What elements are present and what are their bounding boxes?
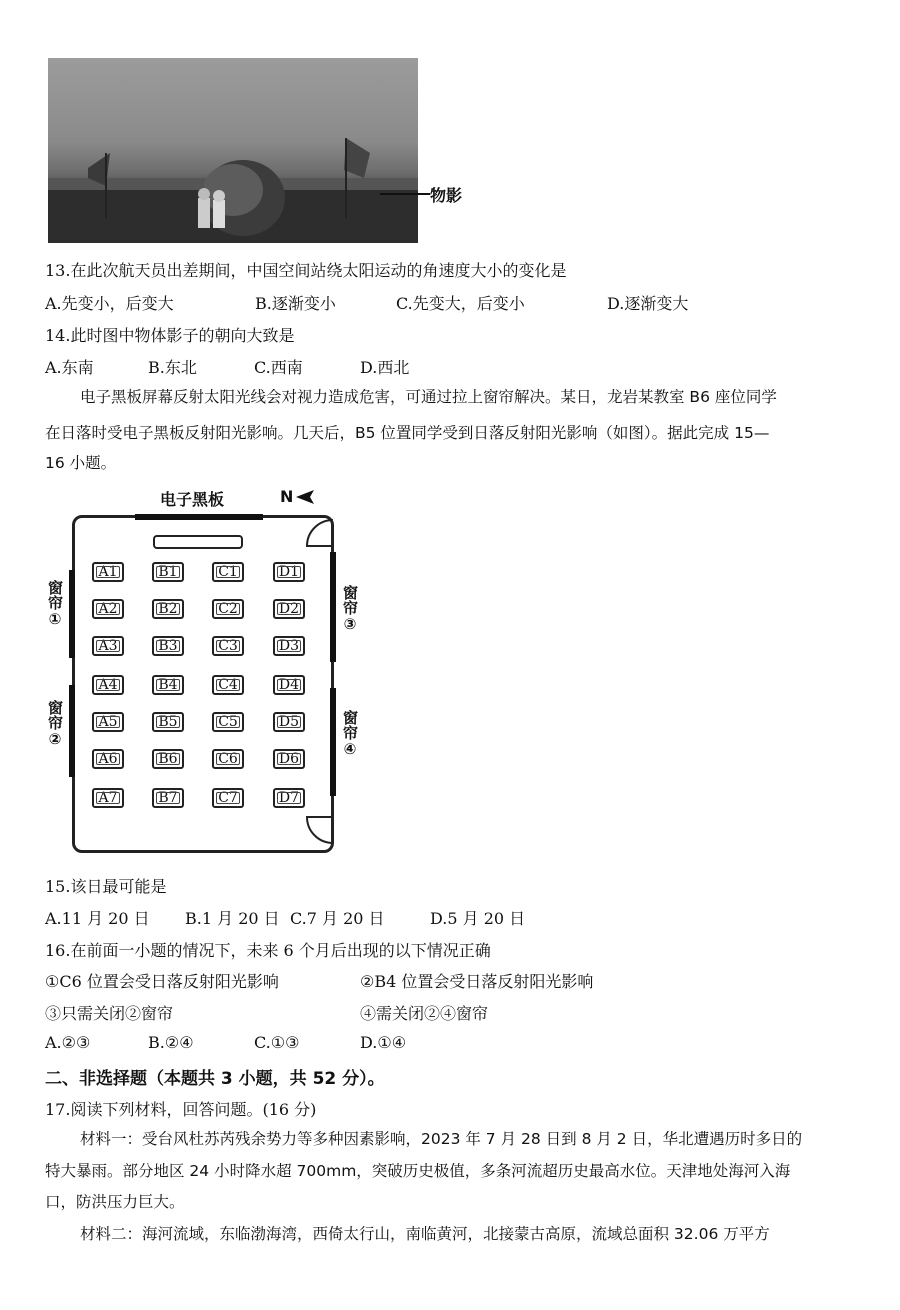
curtain-1-label: 窗帘① bbox=[46, 580, 64, 628]
q14-stem: 14.此时图中物体影子的朝向大致是 bbox=[45, 326, 295, 345]
door-bottom-icon bbox=[305, 815, 333, 849]
curtain-2-bar bbox=[69, 685, 75, 777]
q13-option-d: D.逐渐变大 bbox=[607, 294, 689, 313]
section-2-heading: 二、非选择题（本题共 3 小题，共 52 分）。 bbox=[45, 1069, 385, 1089]
q16-item-3: ③只需关闭②窗帘 bbox=[45, 1004, 174, 1023]
seat-b6: B6 bbox=[152, 749, 184, 769]
intro-line-1: 电子黑板屏幕反射太阳光线会对视力造成危害，可通过拉上窗帘解决。某日，龙岩某教室 B6 座位同学 bbox=[80, 388, 777, 406]
q13-option-b: B.逐渐变小 bbox=[255, 294, 336, 313]
electronic-blackboard bbox=[135, 514, 263, 520]
door-top-icon bbox=[305, 518, 333, 548]
north-arrow-icon bbox=[296, 489, 316, 505]
curtain-1-bar bbox=[69, 570, 75, 658]
q13-option-c: C.先变大，后变小 bbox=[396, 294, 525, 313]
seat-d1: D1 bbox=[273, 562, 305, 582]
seat-b3: B3 bbox=[152, 636, 184, 656]
seat-b7: B7 bbox=[152, 788, 184, 808]
intro-line-3: 16 小题。 bbox=[45, 454, 117, 472]
seat-b2: B2 bbox=[152, 599, 184, 619]
board-label: 电子黑板 bbox=[160, 490, 225, 509]
q15-option-b: B.1 月 20 日 bbox=[185, 909, 280, 928]
seat-d6: D6 bbox=[273, 749, 305, 769]
q16-option-d: D.①④ bbox=[360, 1033, 407, 1052]
seat-c7: C7 bbox=[212, 788, 244, 808]
q16-option-b: B.②④ bbox=[148, 1033, 194, 1052]
seat-a4: A4 bbox=[92, 675, 124, 695]
seat-d3: D3 bbox=[273, 636, 305, 656]
q15-option-c: C.7 月 20 日 bbox=[290, 909, 385, 928]
q14-option-a: A.东南 bbox=[45, 358, 94, 377]
q17-stem: 17.阅读下列材料，回答问题。(16 分) bbox=[45, 1100, 317, 1119]
q16-item-4: ④需关闭②④窗帘 bbox=[360, 1004, 489, 1023]
q15-option-d: D.5 月 20 日 bbox=[430, 909, 526, 928]
seat-c5: C5 bbox=[212, 712, 244, 732]
landing-scene-illustration bbox=[48, 58, 418, 243]
north-label: N bbox=[280, 487, 294, 506]
seat-c3: C3 bbox=[212, 636, 244, 656]
seat-a3: A3 bbox=[92, 636, 124, 656]
q14-option-c: C.西南 bbox=[254, 358, 303, 377]
seat-a7: A7 bbox=[92, 788, 124, 808]
curtain-3-bar bbox=[330, 552, 336, 662]
seat-b5: B5 bbox=[152, 712, 184, 732]
q17-material-2-line-1: 材料二：海河流域，东临渤海湾，西倚太行山，南临黄河，北接蒙古高原，流域总面积 32.06 万平方 bbox=[80, 1225, 770, 1243]
q15-option-a: A.11 月 20 日 bbox=[45, 909, 150, 928]
shadow-pointer-line bbox=[380, 193, 430, 195]
seat-d2: D2 bbox=[273, 599, 305, 619]
curtain-4-bar bbox=[330, 688, 336, 796]
q16-stem: 16.在前面一小题的情况下，未来 6 个月后出现的以下情况正确 bbox=[45, 941, 491, 960]
seat-d7: D7 bbox=[273, 788, 305, 808]
seat-b1: B1 bbox=[152, 562, 184, 582]
curtain-3-label: 窗帘③ bbox=[341, 585, 359, 633]
curtain-4-label: 窗帘④ bbox=[341, 710, 359, 758]
q14-option-d: D.西北 bbox=[360, 358, 410, 377]
curtain-2-label: 窗帘② bbox=[46, 700, 64, 748]
shadow-label: 物影 bbox=[430, 186, 463, 205]
q14-option-b: B.东北 bbox=[148, 358, 197, 377]
seat-b4: B4 bbox=[152, 675, 184, 695]
teacher-desk bbox=[153, 535, 243, 549]
intro-line-2: 在日落时受电子黑板反射阳光影响。几天后，B5 位置同学受到日落反射阳光影响（如图）。据此完成 15— bbox=[45, 424, 770, 442]
seat-d5: D5 bbox=[273, 712, 305, 732]
seat-a6: A6 bbox=[92, 749, 124, 769]
seat-a1: A1 bbox=[92, 562, 124, 582]
spacecraft-landing-photo bbox=[48, 58, 418, 243]
q17-material-1-line-2: 特大暴雨。部分地区 24 小时降水超 700mm，突破历史极值，多条河流超历史最高水位。天津地处海河入海 bbox=[45, 1162, 791, 1180]
q17-material-1-line-3: 口，防洪压力巨大。 bbox=[45, 1193, 185, 1211]
seat-c1: C1 bbox=[212, 562, 244, 582]
q16-item-1: ①C6 位置会受日落反射阳光影响 bbox=[45, 972, 279, 991]
q16-item-2: ②B4 位置会受日落反射阳光影响 bbox=[360, 972, 594, 991]
q16-option-a: A.②③ bbox=[45, 1033, 91, 1052]
seat-c6: C6 bbox=[212, 749, 244, 769]
seat-c4: C4 bbox=[212, 675, 244, 695]
q15-stem: 15.该日最可能是 bbox=[45, 877, 167, 896]
q13-option-a: A.先变小，后变大 bbox=[45, 294, 174, 313]
seat-d4: D4 bbox=[273, 675, 305, 695]
q13-stem: 13.在此次航天员出差期间，中国空间站绕太阳运动的角速度大小的变化是 bbox=[45, 261, 567, 280]
q17-material-1-line-1: 材料一：受台风杜苏芮残余势力等多种因素影响，2023 年 7 月 28 日到 8 月 2 日，华北遭遇历时多日的 bbox=[80, 1130, 803, 1148]
seat-a5: A5 bbox=[92, 712, 124, 732]
seat-a2: A2 bbox=[92, 599, 124, 619]
seat-c2: C2 bbox=[212, 599, 244, 619]
q16-option-c: C.①③ bbox=[254, 1033, 300, 1052]
